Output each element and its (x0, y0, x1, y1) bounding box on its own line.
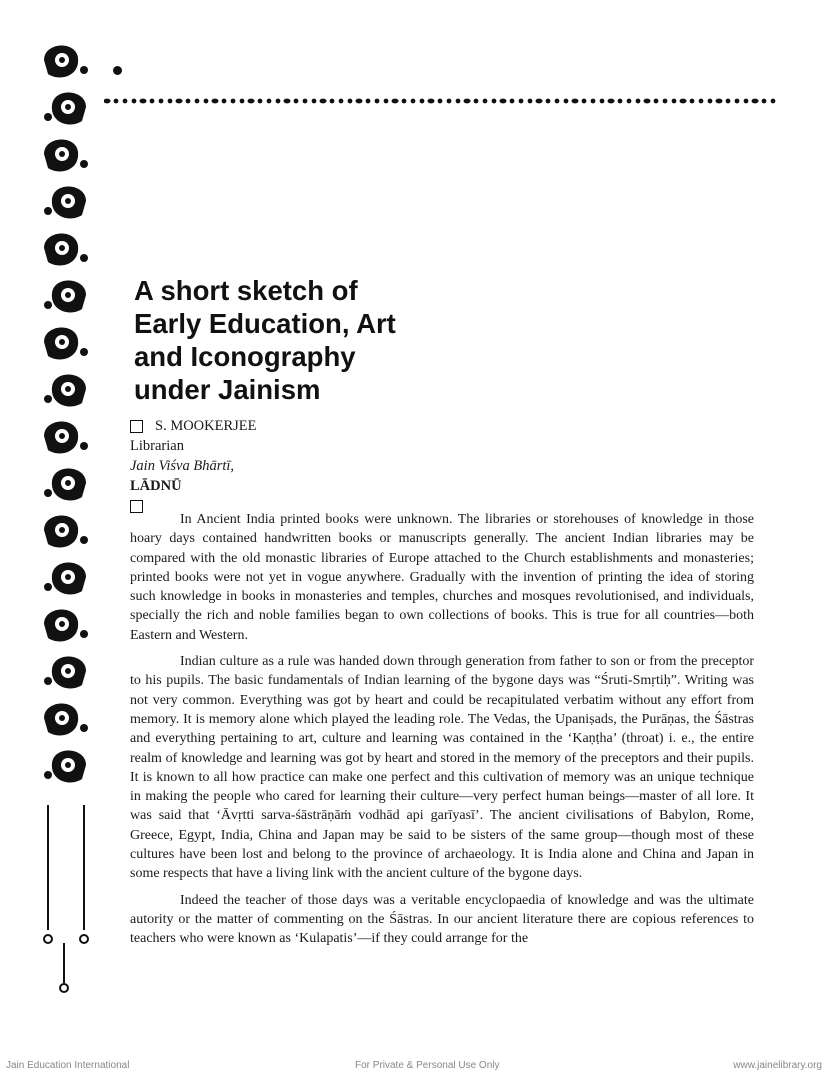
rule-bead (222, 99, 227, 104)
rule-bead (510, 99, 515, 104)
motif-core (65, 480, 71, 486)
rule-bead (258, 99, 263, 104)
rule-bead (140, 99, 147, 104)
rule-bead (402, 99, 407, 104)
square-box-icon (130, 420, 143, 433)
rule-bead (680, 99, 687, 104)
article-title (134, 274, 554, 406)
rule-bead (420, 99, 425, 104)
rule-bead (663, 99, 668, 104)
rule-bead (411, 99, 416, 104)
rule-bead (356, 99, 363, 104)
motif-drop (80, 160, 88, 168)
rule-bead (591, 99, 596, 104)
title-line: and Iconography (134, 341, 356, 372)
rule-bead (483, 99, 488, 104)
rule-bead (752, 99, 759, 104)
motif-core (59, 339, 65, 345)
rule-bead (114, 99, 119, 104)
motif-core (65, 386, 71, 392)
rule-bead (276, 99, 281, 104)
rule-bead (536, 99, 543, 104)
rule-bead (636, 99, 641, 104)
rule-bead (726, 99, 731, 104)
motif-core (65, 198, 71, 204)
rule-bead (123, 99, 128, 104)
rule-bead (618, 99, 623, 104)
rule-bead (204, 99, 209, 104)
bullet-dot (113, 66, 122, 75)
rule-bead (708, 99, 713, 104)
rule-bead (519, 99, 524, 104)
motif-core (59, 621, 65, 627)
rule-bead (330, 99, 335, 104)
motif-drop (44, 489, 52, 497)
article-body (130, 510, 754, 949)
motif-core (59, 715, 65, 721)
rule-bead (212, 99, 219, 104)
ornamental-border (38, 36, 98, 796)
ornamental-top-rule (104, 95, 784, 107)
rule-bead (492, 99, 497, 104)
motif-drop (80, 348, 88, 356)
rule-bead (384, 99, 389, 104)
motif-core (65, 668, 71, 674)
rule-bead (600, 99, 605, 104)
motif-drop (44, 677, 52, 685)
rule-bead (644, 99, 651, 104)
rule-bead (428, 99, 435, 104)
page-footer (0, 1060, 828, 1076)
author-role: Librarian (130, 438, 184, 454)
rule-bead (672, 99, 677, 104)
motif-drop (44, 583, 52, 591)
motif-core (59, 151, 65, 157)
motif-drop (44, 771, 52, 779)
rule-bead (500, 99, 507, 104)
rule-bead (572, 99, 579, 104)
motif-drop (80, 724, 88, 732)
motif-drop (80, 254, 88, 262)
rule-bead (294, 99, 299, 104)
motif-drop (80, 536, 88, 544)
rule-bead (546, 99, 551, 104)
footer-left: Jain Education International (6, 1060, 130, 1071)
author-name: S. MOOKERJEE (155, 418, 257, 434)
motif-drop (80, 630, 88, 638)
rule-bead (555, 99, 560, 104)
motif-drop (80, 66, 88, 74)
rule-bead (104, 99, 111, 104)
motif-core (65, 762, 71, 768)
rule-bead (464, 99, 471, 104)
rule-bead (312, 99, 317, 104)
rule-bead (320, 99, 327, 104)
rule-bead (699, 99, 704, 104)
rule-bead (608, 99, 615, 104)
rule-bead (762, 99, 767, 104)
rule-bead (690, 99, 695, 104)
motif-drop (44, 395, 52, 403)
ornamental-vertical-lines (38, 805, 98, 995)
rule-bead (303, 99, 308, 104)
rule-bead (284, 99, 291, 104)
title-line: under Jainism (134, 374, 321, 405)
author-block (130, 416, 257, 496)
rule-bead (339, 99, 344, 104)
rule-bead (582, 99, 587, 104)
rule-bead (168, 99, 173, 104)
rule-bead (375, 99, 380, 104)
motif-core (59, 245, 65, 251)
motif-drop (44, 207, 52, 215)
rule-bead (438, 99, 443, 104)
rule-bead (392, 99, 399, 104)
rule-bead (771, 99, 776, 104)
rule-bead (447, 99, 452, 104)
rule-bead (564, 99, 569, 104)
motif-drop (44, 301, 52, 309)
paragraph: Indeed the teacher of those days was a veritable encyclopaedia of knowledge and was the ultimate autority or the matter of commenting on the Śāstras. In our ancient literature there are copious references to teachers who were known as ‘Kulapatis’—if they could arrange for the (130, 892, 754, 947)
rule-bead (716, 99, 723, 104)
author-institution: Jain Viśva Bhārtī, (130, 458, 235, 474)
rule-bead (366, 99, 371, 104)
rule-bead (240, 99, 245, 104)
paragraph: In Ancient India printed books were unknown. The libraries or storehouses of knowledge in those hoary days contained handwritten books or manuscripts generally. The ancient Indian libraries may be compared with the old monastic libraries of Europe attached to the Church establishments and monasteries; printed books were not yet in vogue anywhere. Gradually with the invention of printing the idea of storing such knowledge in books in monasteries and temples, churches and mosques revolutionised, and individuals, specially the rich and noble families began to own collections of books. This is true for all countries—both Eastern and Western. (130, 512, 754, 643)
rule-bead (744, 99, 749, 104)
motif-drop (80, 442, 88, 450)
rule-bead (176, 99, 183, 104)
motif-core (59, 433, 65, 439)
rule-bead (528, 99, 533, 104)
rule-bead (735, 99, 740, 104)
rule-bead (186, 99, 191, 104)
motif-drop (44, 113, 52, 121)
rule-bead (132, 99, 137, 104)
paragraph: Indian culture as a rule was handed down through generation from father to son or from the preceptor to his pupils. The basic fundamentals of Indian learning of the bygone days was “Śruti-Smṛtiḥ”. Writing was not very common. Everything was got by heart and could be recapitulated verbatim without any effort from memory. It is memory alone which played the leading role. The Vedas, the Upaniṣads, the Purāṇas, the Śāstras and everything pertaining to art, culture and learning was contained in the ‘Kaṇṭha’ (throat) i. e., the entire realm of knowledge and learning was got by heart and stored in the memory of the preceptors and their pupils. It is known to all how practice can make one perfect and this cultivation of memory was an unique technique in making the people who cared for learning their culture—very perfect human beings—master of all lore. It was said that ‘Āvṛtti sarva-śāstrāṇāṁ vodhād api garīyasī’. The ancient civilisations of Babylon, Rome, Greece, Egypt, India, China and Japan may be said to be sisters of the same group—though most of these cultures have been lost and belong to the province of archaeology. It is India alone and China and Japan in some respects that have a living link with the ancient culture of the bygone days. (130, 654, 754, 882)
author-place: LĀDNŪ (130, 478, 182, 494)
title-line: Early Education, Art (134, 308, 396, 339)
motif-core (59, 527, 65, 533)
title-line: A short sketch of (134, 275, 358, 306)
rule-bead (150, 99, 155, 104)
rule-bead (348, 99, 353, 104)
rule-bead (474, 99, 479, 104)
rule-bead (248, 99, 255, 104)
motif-core (65, 574, 71, 580)
motif-core (65, 292, 71, 298)
rule-bead (456, 99, 461, 104)
footer-right: www.jainelibrary.org (733, 1060, 822, 1071)
rule-bead (654, 99, 659, 104)
footer-center: For Private & Personal Use Only (355, 1060, 500, 1071)
rule-bead (627, 99, 632, 104)
rule-bead (159, 99, 164, 104)
motif-core (59, 57, 65, 63)
rule-bead (267, 99, 272, 104)
rule-bead (231, 99, 236, 104)
rule-bead (195, 99, 200, 104)
motif-core (65, 104, 71, 110)
